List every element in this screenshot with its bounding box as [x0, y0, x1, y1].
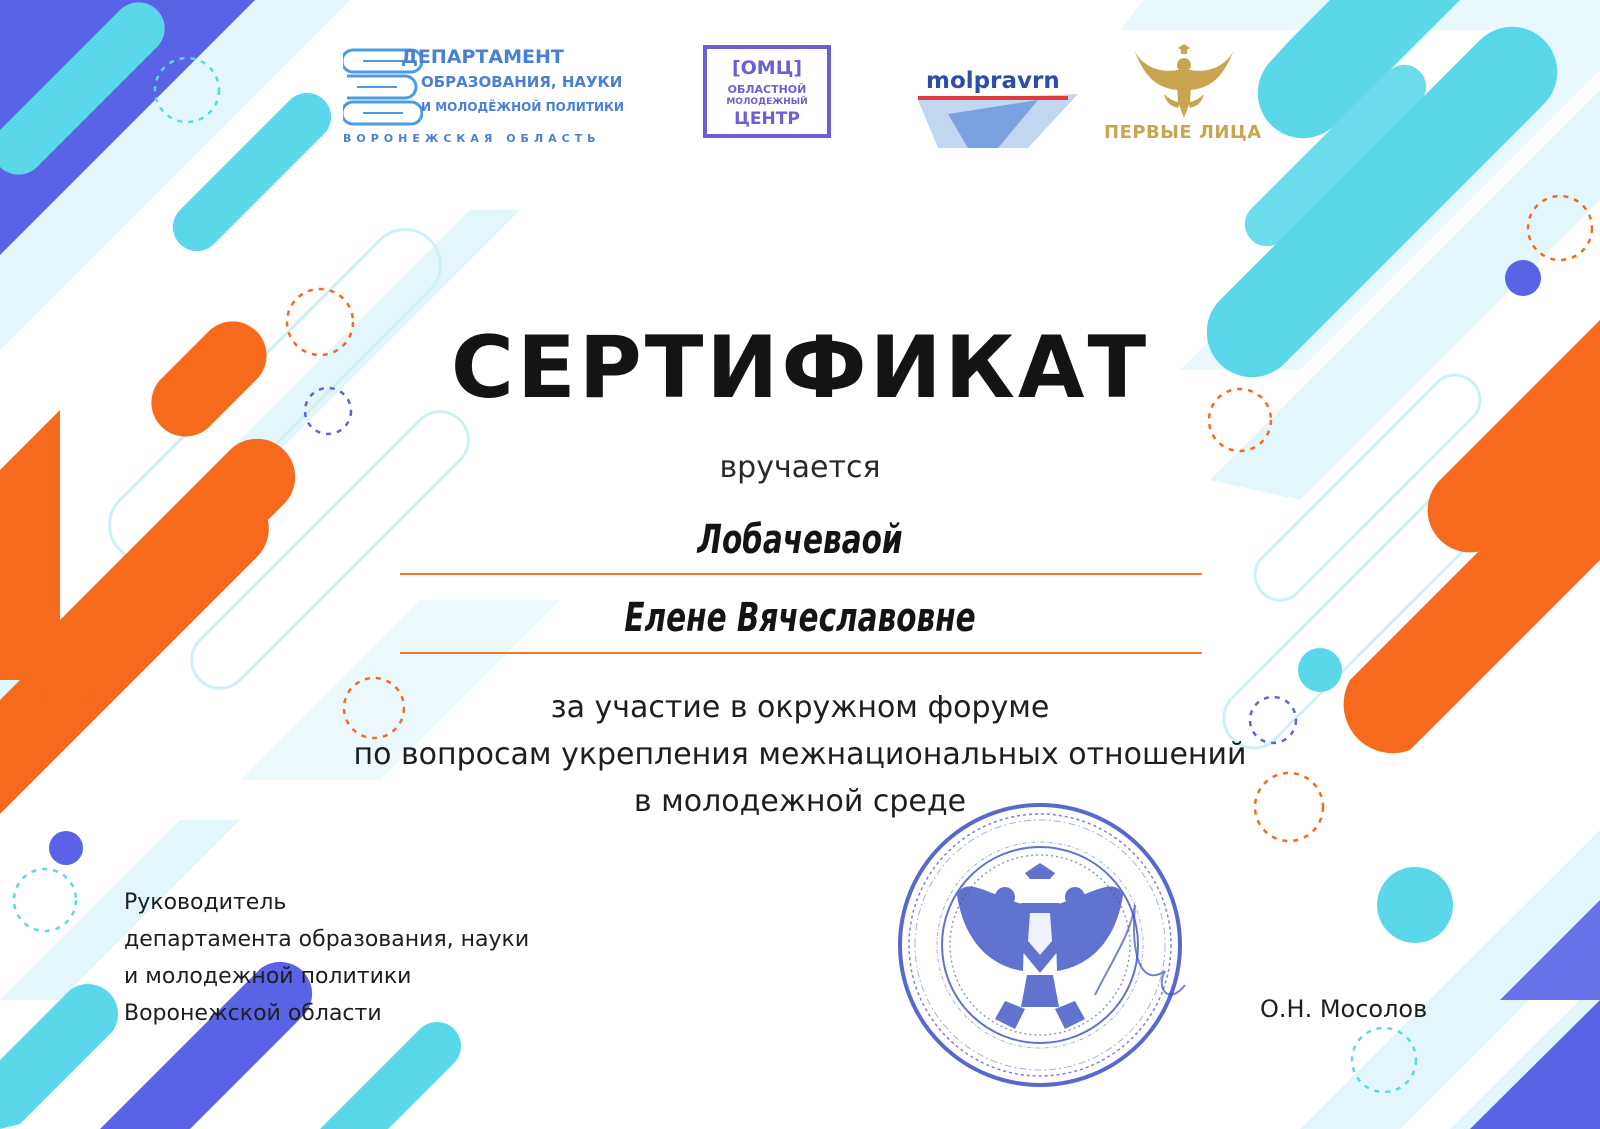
recipient-underline-2	[400, 652, 1202, 654]
signer-name: О.Н. Мосолов	[1260, 995, 1428, 1023]
department-logo-region: ВОРОНЕЖСКАЯ ОБЛАСТЬ	[343, 132, 601, 145]
certificate-subtitle: вручается	[719, 450, 881, 485]
position-line-2: департамента образования, науки	[124, 927, 530, 952]
description-line-2: по вопросам укрепления межнациональных отношений	[353, 737, 1247, 772]
omc-logo-abbr: [ОМЦ]	[731, 57, 803, 79]
pervye-litsa-logo	[1100, 40, 1270, 150]
recipient-line2-wrap	[400, 595, 1200, 641]
official-stamp	[885, 795, 1195, 1095]
certificate-title: СЕРТИФИКАТ	[450, 318, 1150, 418]
molpravrn-logo-text: molpravrn	[926, 68, 1060, 94]
omc-logo-line2: МОЛОДЕЖНЫЙ	[726, 97, 808, 107]
omc-logo	[703, 45, 831, 138]
description-line-1: за участие в окружном форуме	[550, 690, 1050, 725]
eagle-icon	[1134, 44, 1234, 120]
omc-logo-line3: ЦЕНТР	[734, 109, 800, 129]
department-logo-line2: ОБРАЗОВАНИЯ, НАУКИ	[421, 73, 623, 91]
omc-logo-line1: ОБЛАСТНОЙ	[727, 83, 807, 96]
department-logo	[343, 40, 633, 150]
position-line-3: и молодежной политики	[124, 964, 412, 989]
signatory-position	[124, 884, 644, 1032]
description-line-3: в молодежной среде	[633, 784, 967, 819]
recipient-underline-1	[400, 573, 1202, 575]
department-logo-line3: И МОЛОДЁЖНОЙ ПОЛИТИКИ	[421, 100, 624, 114]
department-logo-title: ДЕПАРТАМЕНТ	[401, 46, 564, 68]
certificate-description	[200, 684, 1400, 825]
molpravrn-logo	[918, 58, 1078, 148]
molpravrn-swoosh	[918, 94, 1078, 148]
position-line-1: Руководитель	[124, 890, 287, 915]
recipient-line1-wrap	[400, 517, 1200, 563]
recipient-line1: Лобачеваой	[697, 517, 903, 563]
pervye-litsa-logo-text: ПЕРВЫЕ ЛИЦА	[1104, 122, 1262, 143]
position-line-4: Воронежской области	[124, 1001, 382, 1026]
recipient-line2: Елене Вячеславовне	[624, 595, 976, 641]
